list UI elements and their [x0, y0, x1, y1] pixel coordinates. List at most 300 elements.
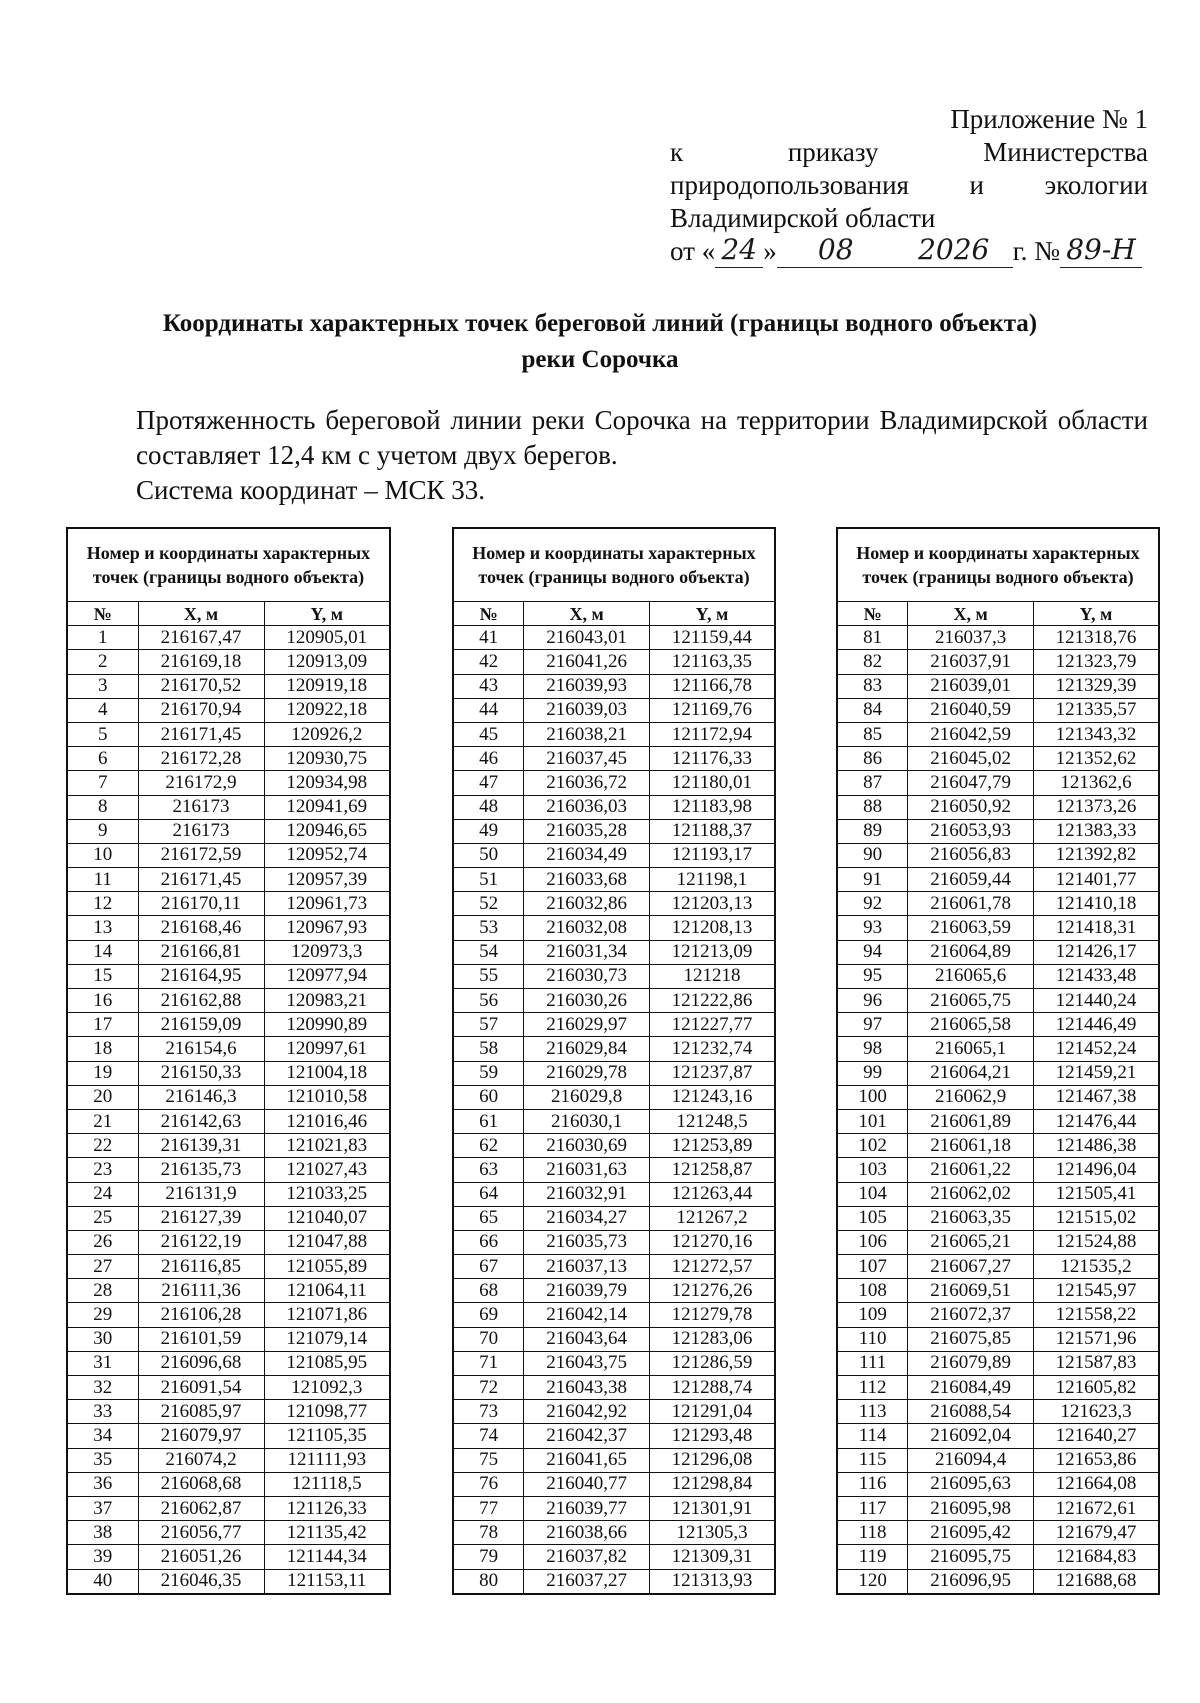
- table-row: [453, 1351, 775, 1375]
- table-row: [453, 722, 775, 746]
- point-number: 79: [453, 1545, 524, 1569]
- point-number: 53: [453, 916, 524, 940]
- y-coordinate: 121352,62: [1033, 747, 1159, 771]
- x-coordinate: 216030,69: [524, 1134, 650, 1158]
- point-number: 21: [67, 1109, 138, 1133]
- appendix-title-line: [670, 103, 1148, 136]
- point-number: 50: [453, 843, 524, 867]
- table-row: [453, 771, 775, 795]
- y-coordinate: 121688,68: [1033, 1569, 1159, 1594]
- point-number: 40: [67, 1569, 138, 1594]
- y-coordinate: 120922,18: [264, 698, 390, 722]
- y-coordinate: 121144,34: [264, 1545, 390, 1569]
- x-coordinate: 216040,59: [908, 698, 1034, 722]
- point-number: 18: [67, 1037, 138, 1061]
- table-row: [453, 1545, 775, 1569]
- y-coordinate: 121111,93: [264, 1448, 390, 1472]
- appendix-word: Министерства: [983, 137, 1148, 167]
- x-coordinate: 216064,21: [908, 1061, 1034, 1085]
- point-number: 70: [453, 1327, 524, 1351]
- point-number: 119: [837, 1545, 908, 1569]
- y-coordinate: 121208,13: [649, 916, 775, 940]
- table-row: [453, 1400, 775, 1424]
- y-coordinate: 120919,18: [264, 674, 390, 698]
- y-coordinate: 121664,08: [1033, 1472, 1159, 1496]
- table-row: [837, 1230, 1159, 1254]
- col-header-no: №: [453, 602, 524, 626]
- point-number: 3: [67, 674, 138, 698]
- point-number: 55: [453, 964, 524, 988]
- y-coordinate: 121623,3: [1033, 1400, 1159, 1424]
- y-coordinate: 121558,22: [1033, 1303, 1159, 1327]
- x-coordinate: 216037,45: [524, 747, 650, 771]
- y-coordinate: 121033,25: [264, 1182, 390, 1206]
- y-coordinate: 120977,94: [264, 964, 390, 988]
- x-coordinate: 216095,63: [908, 1472, 1034, 1496]
- y-coordinate: 121258,87: [649, 1158, 775, 1182]
- x-coordinate: 216091,54: [138, 1376, 264, 1400]
- point-number: 30: [67, 1327, 138, 1351]
- x-coordinate: 216127,39: [138, 1206, 264, 1230]
- table-row: [453, 1521, 775, 1545]
- table-row: [837, 868, 1159, 892]
- point-number: 60: [453, 1085, 524, 1109]
- x-coordinate: 216037,27: [524, 1569, 650, 1594]
- x-coordinate: 216074,2: [138, 1448, 264, 1472]
- x-coordinate: 216154,6: [138, 1037, 264, 1061]
- col-header-y: Y, м: [649, 602, 775, 626]
- point-number: 71: [453, 1351, 524, 1375]
- x-coordinate: 216042,59: [908, 722, 1034, 746]
- y-coordinate: 121496,04: [1033, 1158, 1159, 1182]
- y-coordinate: 121505,41: [1033, 1182, 1159, 1206]
- y-coordinate: 121605,82: [1033, 1376, 1159, 1400]
- y-coordinate: 121486,38: [1033, 1134, 1159, 1158]
- y-coordinate: 121016,46: [264, 1109, 390, 1133]
- y-coordinate: 121163,35: [649, 650, 775, 674]
- table-row: [837, 1279, 1159, 1303]
- table-row: [837, 1206, 1159, 1230]
- y-coordinate: 121459,21: [1033, 1061, 1159, 1085]
- x-coordinate: 216037,3: [908, 626, 1034, 650]
- y-coordinate: 121305,3: [649, 1521, 775, 1545]
- y-coordinate: 121263,44: [649, 1182, 775, 1206]
- x-coordinate: 216096,68: [138, 1351, 264, 1375]
- x-coordinate: 216039,01: [908, 674, 1034, 698]
- y-coordinate: 121653,86: [1033, 1448, 1159, 1472]
- point-number: 6: [67, 747, 138, 771]
- point-number: 24: [67, 1182, 138, 1206]
- x-coordinate: 216142,63: [138, 1109, 264, 1133]
- table-row: [837, 1545, 1159, 1569]
- x-coordinate: 216075,85: [908, 1327, 1034, 1351]
- table-row: [453, 1569, 775, 1594]
- point-number: 99: [837, 1061, 908, 1085]
- x-coordinate: 216050,92: [908, 795, 1034, 819]
- table-row: [453, 747, 775, 771]
- x-coordinate: 216040,77: [524, 1472, 650, 1496]
- table-group-header: Номер и координаты характерных точек (границы водного объекта): [67, 528, 390, 602]
- table-row: [837, 747, 1159, 771]
- x-coordinate: 216042,37: [524, 1424, 650, 1448]
- table-row: [453, 1424, 775, 1448]
- x-coordinate: 216167,47: [138, 626, 264, 650]
- y-coordinate: 121288,74: [649, 1376, 775, 1400]
- coords-table-2: [452, 527, 776, 1595]
- table-row: [67, 674, 390, 698]
- table-row: [67, 1158, 390, 1182]
- table-row: [67, 940, 390, 964]
- x-coordinate: 216072,37: [908, 1303, 1034, 1327]
- point-number: 65: [453, 1206, 524, 1230]
- table-row: [837, 1569, 1159, 1594]
- y-coordinate: 121079,14: [264, 1327, 390, 1351]
- point-number: 41: [453, 626, 524, 650]
- y-coordinate: 121301,91: [649, 1496, 775, 1520]
- y-coordinate: 121318,76: [1033, 626, 1159, 650]
- table-row: [837, 795, 1159, 819]
- x-coordinate: 216116,85: [138, 1255, 264, 1279]
- point-number: 91: [837, 868, 908, 892]
- x-coordinate: 216036,03: [524, 795, 650, 819]
- y-coordinate: 121587,83: [1033, 1351, 1159, 1375]
- y-coordinate: 121270,16: [649, 1230, 775, 1254]
- table-row: [67, 1279, 390, 1303]
- point-number: 59: [453, 1061, 524, 1085]
- table-row: [453, 964, 775, 988]
- handwritten-year: 2026: [895, 235, 1013, 268]
- y-coordinate: 121198,1: [649, 868, 775, 892]
- x-coordinate: 216059,44: [908, 868, 1034, 892]
- x-coordinate: 216029,8: [524, 1085, 650, 1109]
- table-row: [837, 964, 1159, 988]
- table-row: [67, 916, 390, 940]
- y-coordinate: 121272,57: [649, 1255, 775, 1279]
- table-row: [453, 1472, 775, 1496]
- y-coordinate: 121672,61: [1033, 1496, 1159, 1520]
- y-coordinate: 121383,33: [1033, 819, 1159, 843]
- table-row: [453, 1206, 775, 1230]
- x-coordinate: 216046,35: [138, 1569, 264, 1594]
- x-coordinate: 216029,97: [524, 1013, 650, 1037]
- appendix-date-line: [670, 235, 1148, 268]
- y-coordinate: 121218: [649, 964, 775, 988]
- point-number: 64: [453, 1182, 524, 1206]
- y-coordinate: 120905,01: [264, 626, 390, 650]
- x-coordinate: 216146,3: [138, 1085, 264, 1109]
- point-number: 114: [837, 1424, 908, 1448]
- point-number: 38: [67, 1521, 138, 1545]
- point-number: 44: [453, 698, 524, 722]
- table-row: [837, 1448, 1159, 1472]
- x-coordinate: 216131,9: [138, 1182, 264, 1206]
- table-row: [67, 1351, 390, 1375]
- table-row: [837, 1400, 1159, 1424]
- x-coordinate: 216030,1: [524, 1109, 650, 1133]
- y-coordinate: 121027,43: [264, 1158, 390, 1182]
- point-number: 33: [67, 1400, 138, 1424]
- x-coordinate: 216065,6: [908, 964, 1034, 988]
- point-number: 110: [837, 1327, 908, 1351]
- x-coordinate: 216094,4: [908, 1448, 1034, 1472]
- x-coordinate: 216034,27: [524, 1206, 650, 1230]
- x-coordinate: 216062,87: [138, 1496, 264, 1520]
- point-number: 74: [453, 1424, 524, 1448]
- table-row: [453, 626, 775, 650]
- y-coordinate: 121571,96: [1033, 1327, 1159, 1351]
- x-coordinate: 216088,54: [908, 1400, 1034, 1424]
- x-coordinate: 216171,45: [138, 722, 264, 746]
- point-number: 57: [453, 1013, 524, 1037]
- x-coordinate: 216039,79: [524, 1279, 650, 1303]
- y-coordinate: 120997,61: [264, 1037, 390, 1061]
- table-row: [837, 650, 1159, 674]
- y-coordinate: 121047,88: [264, 1230, 390, 1254]
- point-number: 116: [837, 1472, 908, 1496]
- table-row: [837, 1109, 1159, 1133]
- x-coordinate: 216068,68: [138, 1472, 264, 1496]
- x-coordinate: 216037,82: [524, 1545, 650, 1569]
- point-number: 29: [67, 1303, 138, 1327]
- point-number: 68: [453, 1279, 524, 1303]
- x-coordinate: 216067,27: [908, 1255, 1034, 1279]
- point-number: 28: [67, 1279, 138, 1303]
- point-number: 56: [453, 989, 524, 1013]
- table-row: [453, 1496, 775, 1520]
- point-number: 77: [453, 1496, 524, 1520]
- y-coordinate: 121476,44: [1033, 1109, 1159, 1133]
- point-number: 45: [453, 722, 524, 746]
- table-row: [837, 1061, 1159, 1085]
- table-row: [837, 1085, 1159, 1109]
- table-row: [67, 1424, 390, 1448]
- point-number: 31: [67, 1351, 138, 1375]
- x-coordinate: 216063,35: [908, 1206, 1034, 1230]
- table-row: [837, 626, 1159, 650]
- point-number: 85: [837, 722, 908, 746]
- x-coordinate: 216065,1: [908, 1037, 1034, 1061]
- point-number: 108: [837, 1279, 908, 1303]
- point-number: 22: [67, 1134, 138, 1158]
- y-coordinate: 121323,79: [1033, 650, 1159, 674]
- y-coordinate: 121183,98: [649, 795, 775, 819]
- table-row: [837, 1521, 1159, 1545]
- y-coordinate: 121169,76: [649, 698, 775, 722]
- point-number: 101: [837, 1109, 908, 1133]
- table-row: [837, 1303, 1159, 1327]
- y-coordinate: 120983,21: [264, 989, 390, 1013]
- date-prefix: от «: [670, 236, 716, 266]
- x-coordinate: 216032,91: [524, 1182, 650, 1206]
- point-number: 39: [67, 1545, 138, 1569]
- x-coordinate: 216135,73: [138, 1158, 264, 1182]
- appendix-word: экологии: [1044, 170, 1148, 200]
- table-row: [453, 1255, 775, 1279]
- point-number: 87: [837, 771, 908, 795]
- table-row: [453, 1134, 775, 1158]
- x-coordinate: 216171,45: [138, 868, 264, 892]
- y-coordinate: 121222,86: [649, 989, 775, 1013]
- point-number: 46: [453, 747, 524, 771]
- y-coordinate: 121446,49: [1033, 1013, 1159, 1037]
- table-row: [837, 1472, 1159, 1496]
- table-row: [67, 1448, 390, 1472]
- y-coordinate: 121467,38: [1033, 1085, 1159, 1109]
- y-coordinate: 120973,3: [264, 940, 390, 964]
- point-number: 105: [837, 1206, 908, 1230]
- point-number: 117: [837, 1496, 908, 1520]
- x-coordinate: 216039,77: [524, 1496, 650, 1520]
- x-coordinate: 216041,26: [524, 650, 650, 674]
- y-coordinate: 121232,74: [649, 1037, 775, 1061]
- table-row: [67, 1109, 390, 1133]
- appendix-line-2: [670, 136, 1148, 169]
- table-row: [67, 626, 390, 650]
- appendix-word: к: [670, 137, 684, 167]
- y-coordinate: 121010,58: [264, 1085, 390, 1109]
- point-number: 15: [67, 964, 138, 988]
- appendix-line-4: [670, 202, 1148, 235]
- y-coordinate: 121426,17: [1033, 940, 1159, 964]
- y-coordinate: 121433,48: [1033, 964, 1159, 988]
- point-number: 102: [837, 1134, 908, 1158]
- table-row: [67, 1521, 390, 1545]
- table-row: [837, 1037, 1159, 1061]
- table-row: [837, 916, 1159, 940]
- table-row: [67, 1061, 390, 1085]
- point-number: 47: [453, 771, 524, 795]
- table-row: [837, 892, 1159, 916]
- title-line-1: Координаты характерных точек береговой линий (границы водного объекта): [162, 310, 1038, 337]
- table-row: [67, 722, 390, 746]
- table-row: [67, 1400, 390, 1424]
- y-coordinate: 121293,48: [649, 1424, 775, 1448]
- y-coordinate: 121329,39: [1033, 674, 1159, 698]
- y-coordinate: 121335,57: [1033, 698, 1159, 722]
- y-coordinate: 121279,78: [649, 1303, 775, 1327]
- table-row: [453, 1230, 775, 1254]
- y-coordinate: 121227,77: [649, 1013, 775, 1037]
- x-coordinate: 216095,42: [908, 1521, 1034, 1545]
- handwritten-month: 08: [777, 235, 895, 268]
- col-header-no: №: [67, 602, 138, 626]
- table-row: [453, 795, 775, 819]
- x-coordinate: 216029,78: [524, 1061, 650, 1085]
- point-number: 7: [67, 771, 138, 795]
- x-coordinate: 216042,92: [524, 1400, 650, 1424]
- x-coordinate: 216173: [138, 795, 264, 819]
- y-coordinate: 121410,18: [1033, 892, 1159, 916]
- table-row: [453, 1013, 775, 1037]
- point-number: 81: [837, 626, 908, 650]
- y-coordinate: 121176,33: [649, 747, 775, 771]
- y-coordinate: 120941,69: [264, 795, 390, 819]
- x-coordinate: 216032,86: [524, 892, 650, 916]
- table-row: [453, 1376, 775, 1400]
- table-row: [837, 940, 1159, 964]
- y-coordinate: 121343,32: [1033, 722, 1159, 746]
- y-coordinate: 121524,88: [1033, 1230, 1159, 1254]
- point-number: 19: [67, 1061, 138, 1085]
- point-number: 86: [837, 747, 908, 771]
- point-number: 106: [837, 1230, 908, 1254]
- point-number: 113: [837, 1400, 908, 1424]
- y-coordinate: 120952,74: [264, 843, 390, 867]
- y-coordinate: 121248,5: [649, 1109, 775, 1133]
- point-number: 1: [67, 626, 138, 650]
- point-number: 82: [837, 650, 908, 674]
- point-number: 61: [453, 1109, 524, 1133]
- x-coordinate: 216061,89: [908, 1109, 1034, 1133]
- x-coordinate: 216095,98: [908, 1496, 1034, 1520]
- y-coordinate: 121313,93: [649, 1569, 775, 1594]
- y-coordinate: 121296,08: [649, 1448, 775, 1472]
- table-row: [837, 1351, 1159, 1375]
- x-coordinate: 216033,68: [524, 868, 650, 892]
- point-number: 11: [67, 868, 138, 892]
- x-coordinate: 216168,46: [138, 916, 264, 940]
- table-row: [453, 674, 775, 698]
- x-coordinate: 216039,03: [524, 698, 650, 722]
- point-number: 93: [837, 916, 908, 940]
- x-coordinate: 216169,18: [138, 650, 264, 674]
- y-coordinate: 120946,65: [264, 819, 390, 843]
- point-number: 14: [67, 940, 138, 964]
- point-number: 51: [453, 868, 524, 892]
- x-coordinate: 216092,04: [908, 1424, 1034, 1448]
- table-row: [837, 1134, 1159, 1158]
- y-coordinate: 121105,35: [264, 1424, 390, 1448]
- appendix-org: Владимирской области: [670, 203, 936, 233]
- x-coordinate: 216139,31: [138, 1134, 264, 1158]
- appendix-block: [670, 103, 1148, 268]
- y-coordinate: 121092,3: [264, 1376, 390, 1400]
- y-coordinate: 121021,83: [264, 1134, 390, 1158]
- coords-table-3: [836, 527, 1160, 1595]
- table-row: [453, 916, 775, 940]
- y-coordinate: 120913,09: [264, 650, 390, 674]
- point-number: 120: [837, 1569, 908, 1594]
- table-row: [67, 868, 390, 892]
- y-coordinate: 121126,33: [264, 1496, 390, 1520]
- appendix-line-3: [670, 169, 1148, 202]
- table-row: [67, 1230, 390, 1254]
- y-coordinate: 121243,16: [649, 1085, 775, 1109]
- y-coordinate: 121684,83: [1033, 1545, 1159, 1569]
- point-number: 27: [67, 1255, 138, 1279]
- y-coordinate: 121291,04: [649, 1400, 775, 1424]
- table-row: [453, 1448, 775, 1472]
- y-coordinate: 121283,06: [649, 1327, 775, 1351]
- x-coordinate: 216045,02: [908, 747, 1034, 771]
- y-coordinate: 120961,73: [264, 892, 390, 916]
- point-number: 23: [67, 1158, 138, 1182]
- point-number: 78: [453, 1521, 524, 1545]
- point-number: 88: [837, 795, 908, 819]
- x-coordinate: 216095,75: [908, 1545, 1034, 1569]
- point-number: 9: [67, 819, 138, 843]
- x-coordinate: 216079,89: [908, 1351, 1034, 1375]
- title-line-2: реки Сорочка: [521, 346, 679, 373]
- x-coordinate: 216056,83: [908, 843, 1034, 867]
- x-coordinate: 216056,77: [138, 1521, 264, 1545]
- point-number: 67: [453, 1255, 524, 1279]
- table-row: [837, 1158, 1159, 1182]
- y-coordinate: 121401,77: [1033, 868, 1159, 892]
- col-header-x: X, м: [524, 602, 650, 626]
- point-number: 100: [837, 1085, 908, 1109]
- x-coordinate: 216084,49: [908, 1376, 1034, 1400]
